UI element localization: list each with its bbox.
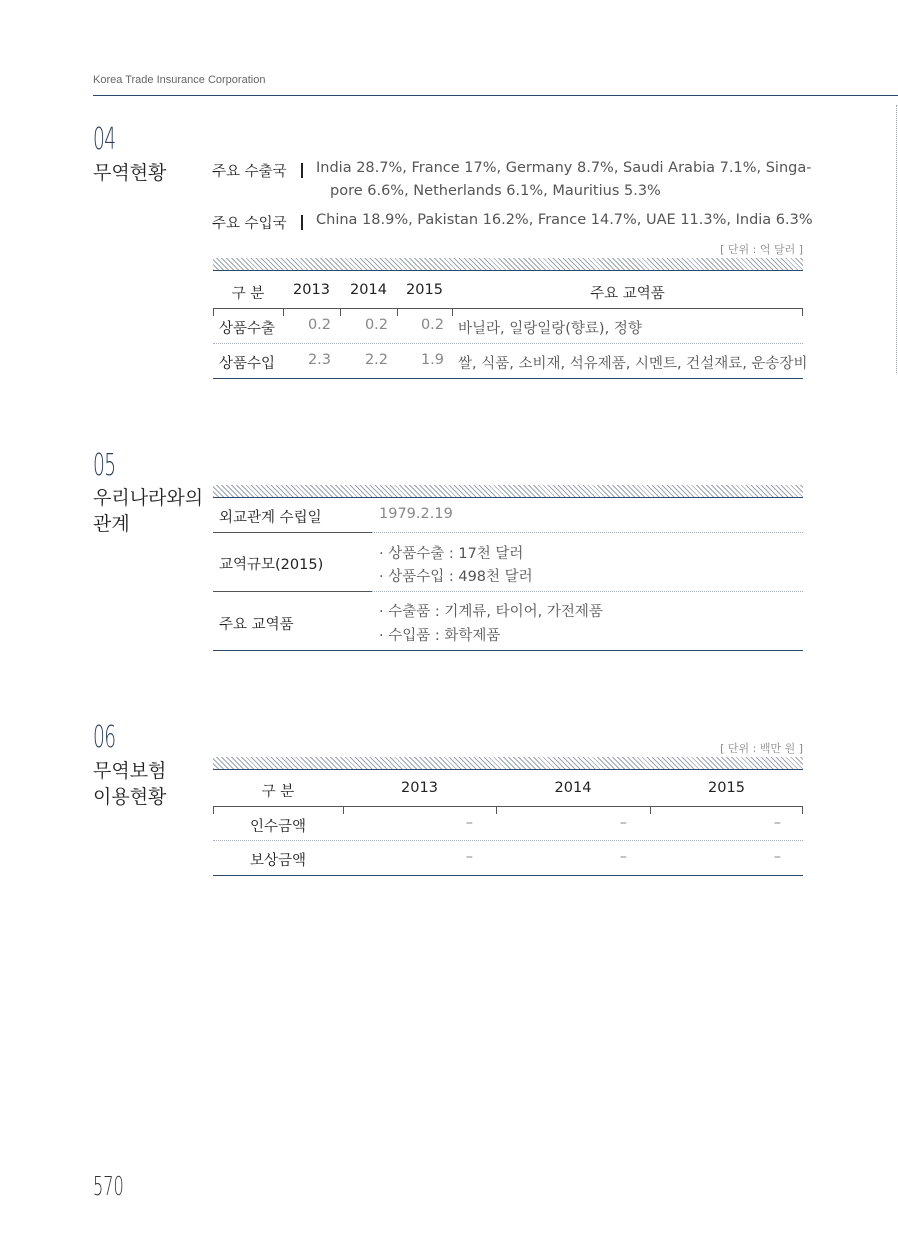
table-bottom-rule <box>213 650 803 651</box>
section-05-number: 05 <box>93 448 116 483</box>
table-cell-2013: 2.3 <box>307 352 331 368</box>
table-cell-2014: 0.2 <box>364 317 388 333</box>
table-cell-2014: – <box>619 815 627 831</box>
table-header-2014: 2014 <box>554 780 592 796</box>
column-tick <box>650 806 651 814</box>
label-bar-icon <box>301 215 303 230</box>
running-header: Korea Trade Insurance Corporation <box>93 74 266 86</box>
column-tick <box>213 806 214 814</box>
table-unit-note: [ 단위 : 백만 원 ] <box>720 742 803 755</box>
table-cell-2014: – <box>619 849 627 865</box>
column-tick <box>283 308 284 316</box>
table-top-rule <box>213 769 803 770</box>
section-05-title-line2: 관계 <box>93 513 130 535</box>
table-header-rule <box>213 806 803 807</box>
table-cell-2015: 1.9 <box>420 352 444 368</box>
table-hatch-band <box>213 258 803 270</box>
table-cell-2013: – <box>465 849 473 865</box>
table-header-2014: 2014 <box>350 282 387 298</box>
relation-value-export-items: · 수출품 : 기계류, 타이어, 가전제품 <box>379 604 603 620</box>
export-countries-line2: pore 6.6%, Netherlands 6.1%, Mauritius 5.3% <box>330 183 661 199</box>
export-countries-label: 주요 수출국 <box>212 164 287 180</box>
table-row-label: 보상금액 <box>249 853 307 869</box>
table-header-2013: 2013 <box>293 282 330 298</box>
page-number: 570 <box>93 1172 124 1202</box>
table-row-label: 상품수출 <box>219 321 276 337</box>
section-06-title-line2: 이용현황 <box>93 786 167 808</box>
column-tick <box>802 308 803 316</box>
table-row-divider <box>213 840 803 841</box>
section-06-title-line1: 무역보험 <box>93 760 167 782</box>
table-row-divider <box>372 591 803 592</box>
header-rule <box>93 95 898 96</box>
table-header-items: 주요 교역품 <box>590 286 665 302</box>
relation-value-diplomatic: 1979.2.19 <box>379 506 453 522</box>
table-top-rule <box>213 270 803 271</box>
table-header-2015: 2015 <box>406 282 443 298</box>
column-tick <box>340 308 341 316</box>
section-05-title-line1: 우리나라와의 <box>93 487 204 509</box>
table-cell-2015: 0.2 <box>420 317 444 333</box>
table-row-label: 인수금액 <box>249 819 307 835</box>
table-cell-2014: 2.2 <box>364 352 388 368</box>
table-row-divider <box>372 532 803 533</box>
table-hatch-band <box>213 757 803 769</box>
table-header-2015: 2015 <box>708 780 745 796</box>
table-header-2013: 2013 <box>401 780 438 796</box>
export-countries-line1: India 28.7%, France 17%, Germany 8.7%, Saudi Arabia 7.1%, Singa- <box>316 160 812 176</box>
import-countries-line: China 18.9%, Pakistan 16.2%, France 14.7%, UAE 11.3%, India 6.3% <box>316 212 813 228</box>
table-cell-2013: 0.2 <box>307 317 331 333</box>
column-tick <box>343 806 344 814</box>
relation-value-trade-export: · 상품수출 : 17천 달러 <box>379 546 524 562</box>
column-tick <box>213 308 214 316</box>
relation-value-trade-import: · 상품수입 : 498천 달러 <box>379 569 533 585</box>
relation-value-import-items: · 수입품 : 화학제품 <box>379 628 501 644</box>
section-04-number: 04 <box>93 122 116 157</box>
column-tick <box>397 308 398 316</box>
table-cell-items: 쌀, 식품, 소비재, 석유제품, 시멘트, 건설재료, 운송장비 <box>458 356 808 372</box>
import-countries-label: 주요 수입국 <box>212 216 287 232</box>
column-tick <box>496 806 497 814</box>
table-hatch-band <box>213 485 803 497</box>
table-row-divider <box>213 343 803 344</box>
table-row-label: 상품수입 <box>219 356 276 372</box>
relation-label-trade-volume: 교역규모(2015) <box>219 557 324 573</box>
table-cell-items: 바닐라, 일랑일랑(향료), 정향 <box>458 321 642 337</box>
table-top-rule <box>213 497 803 498</box>
label-column-rule <box>213 532 372 533</box>
column-tick <box>802 806 803 814</box>
label-bar-icon <box>301 163 303 178</box>
table-header-category: 구 분 <box>261 784 295 800</box>
label-column-rule <box>213 591 372 592</box>
section-04-title: 무역현황 <box>93 162 167 184</box>
table-cell-2015: – <box>773 849 781 865</box>
table-unit-note: [ 단위 : 억 달러 ] <box>720 243 803 256</box>
table-bottom-rule <box>213 875 803 876</box>
table-header-category: 구 분 <box>231 286 265 302</box>
margin-dotted-line <box>896 105 897 373</box>
table-header-rule <box>213 308 803 309</box>
section-06-number: 06 <box>93 720 116 755</box>
column-tick <box>452 308 453 316</box>
table-cell-2015: – <box>773 815 781 831</box>
relation-label-trade-items: 주요 교역품 <box>219 617 294 633</box>
relation-label-diplomatic: 외교관계 수립일 <box>219 510 322 526</box>
table-bottom-rule <box>213 378 803 379</box>
table-cell-2013: – <box>465 815 473 831</box>
